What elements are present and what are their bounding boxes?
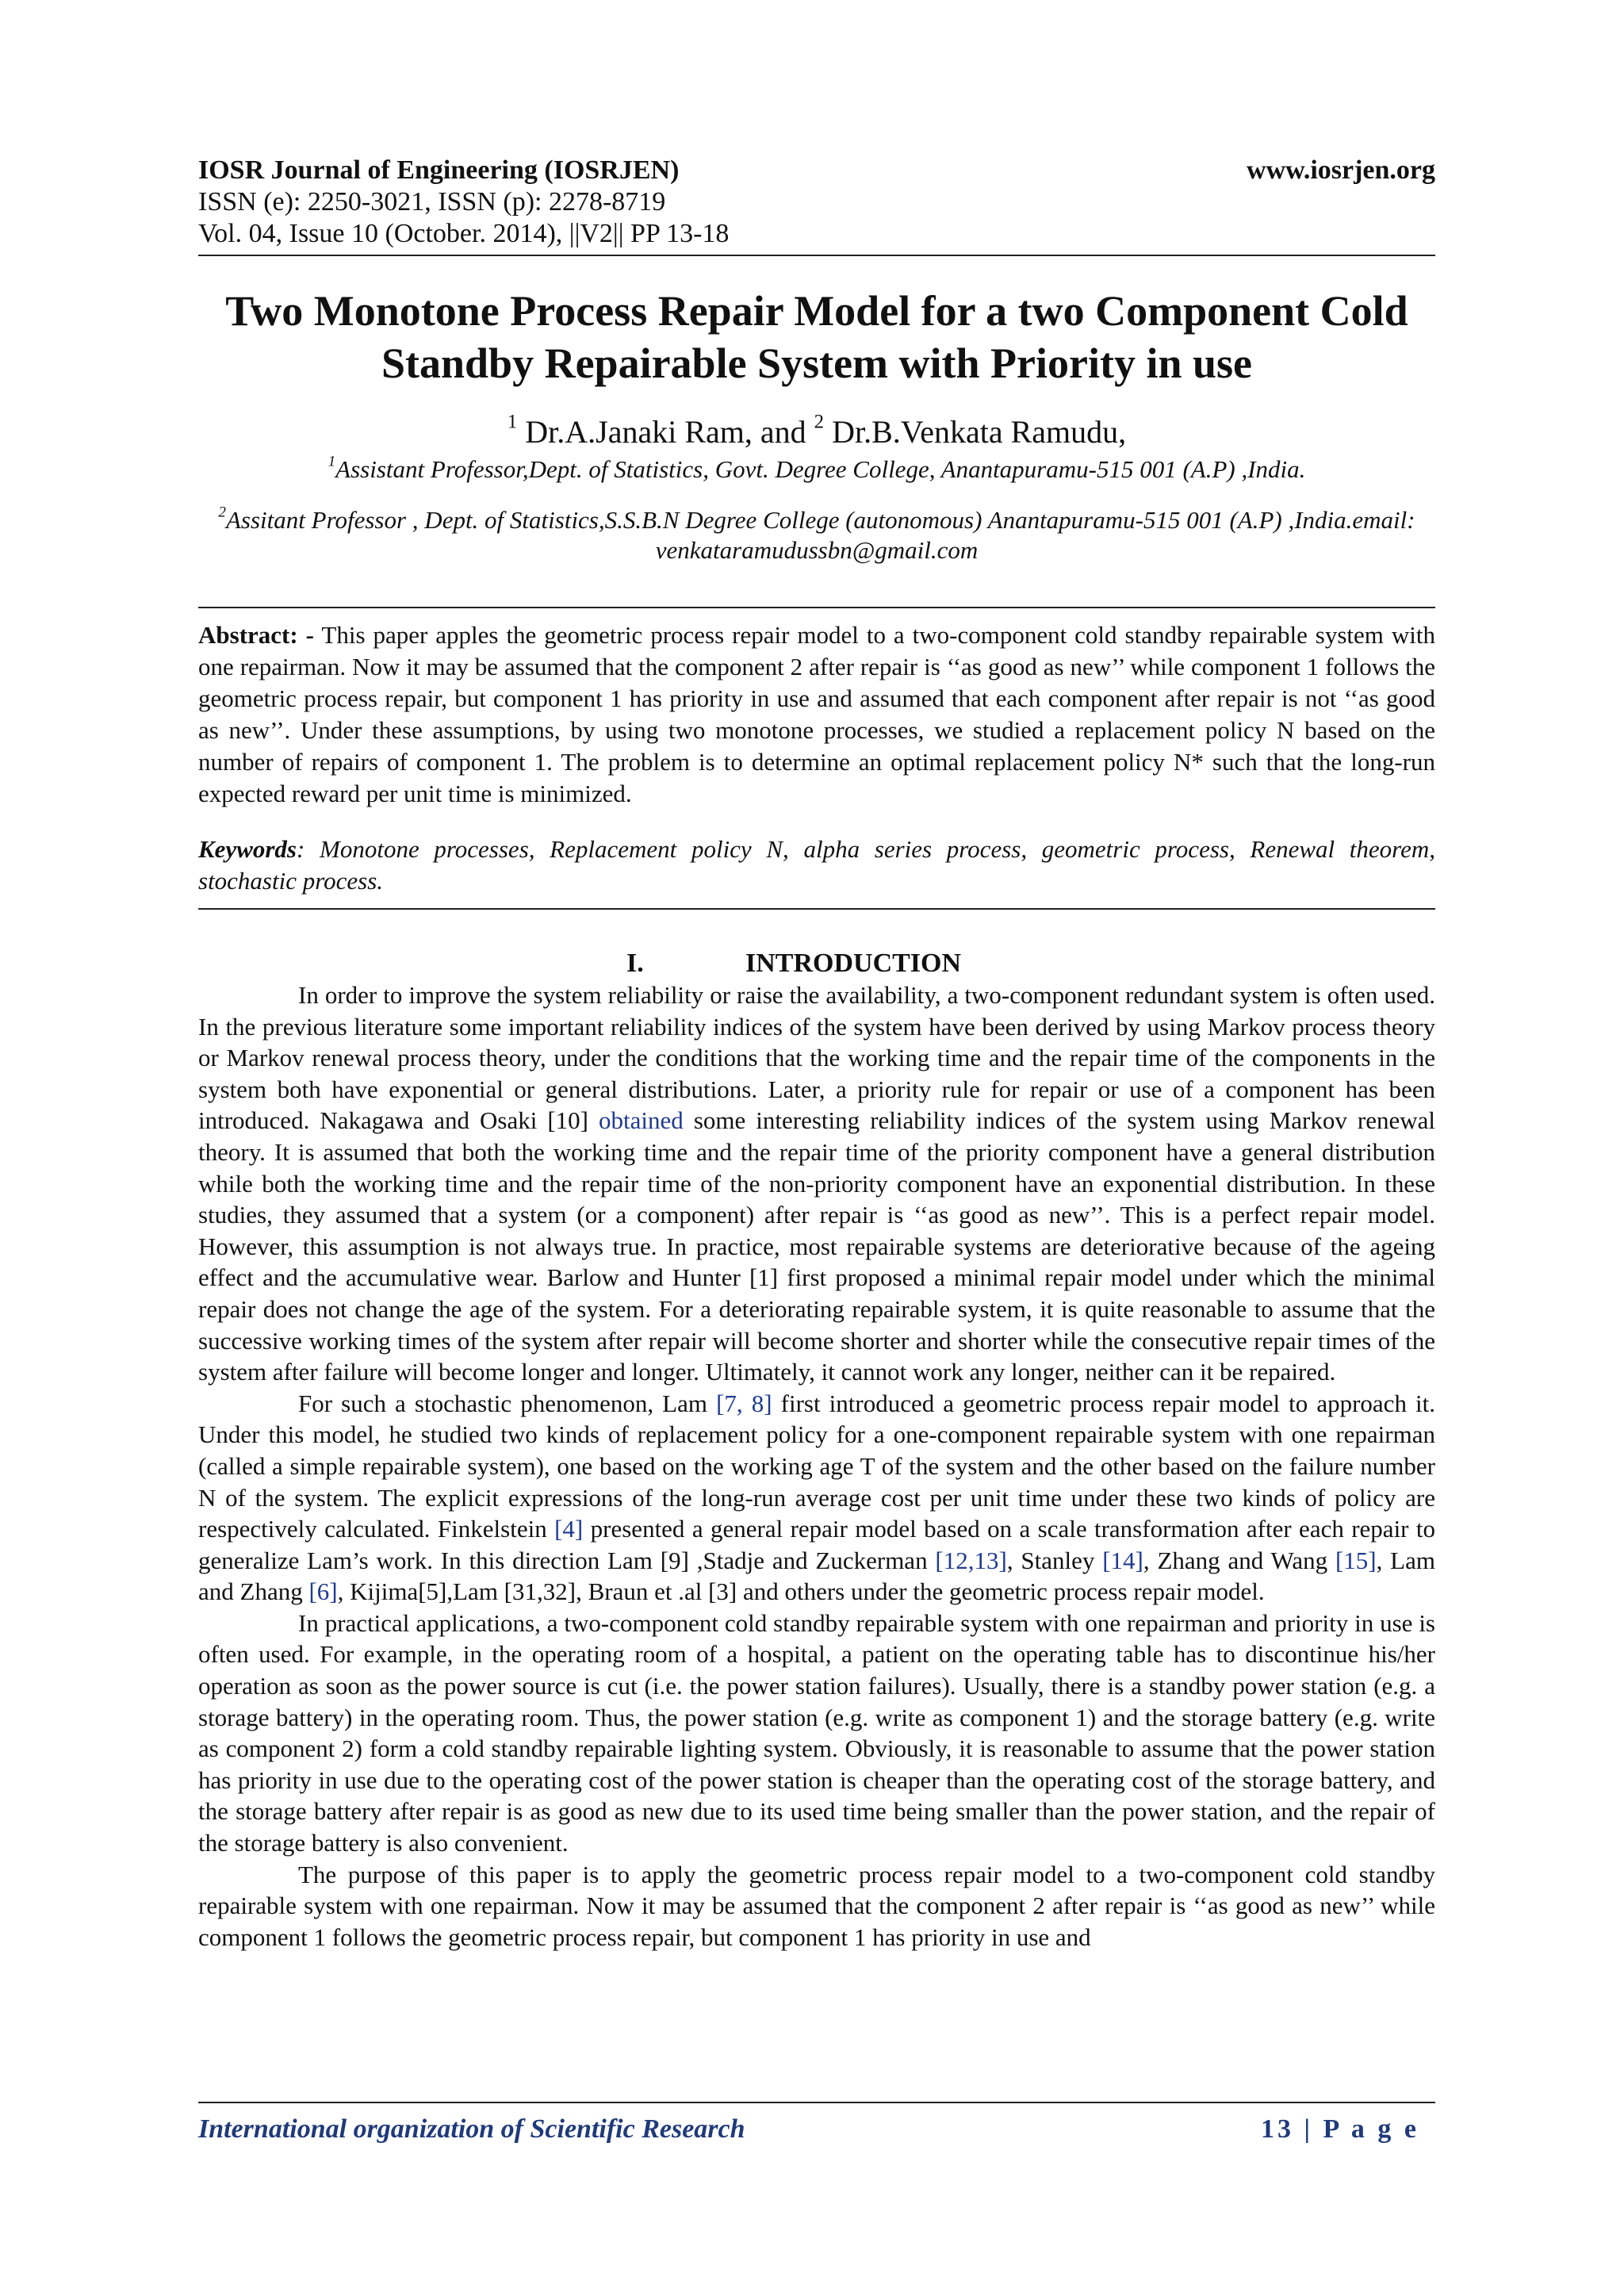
intro-paragraph-2 [198,1388,1435,1608]
abstract-text: This paper apples the geometric process repair model to a two-component cold standby repairable system with one repairman. Now it may be assumed that the component 2 after repair is ‘‘as good as new’’ while component 1 follows the geometric process repair, but component 1 has priority in use and assumed that each component after repair is not ‘‘as good as new’’. Under these assumptions, by using two monotone processes, we studied a replacement policy N based on the number of repairs of component 1. The problem is to determine an optimal replacement policy N* such that the long-run expected reward per unit time is minimized. [198,621,1435,807]
intro-paragraph-3: In practical applications, a two-component cold standby repairable system with one repairman and priority in use is often used. For example, in the operating room of a hospital, a patient on the operating table has to discontinue his/her operation as soon as the power source is cut (i.e. the power station failures). Usually, there is a standby power station (e.g. a storage battery) in the operating room. Thus, the power station (e.g. write as component 1) and the storage battery (e.g. write as component 2) form a cold standby repairable lighting system. Obviously, it is reasonable to assume that the power station has priority in use due to the operating cost of the power station is cheaper than the operating cost of the storage battery, and the storage battery after repair is as good as new due to its used time being smaller than the power station, and the repair of the storage battery is also convenient. [198,1608,1435,1857]
journal-website[interactable]: www.iosrjen.org [1247,155,1435,185]
affiliation-1-text: Assistant Professor,Dept. of Statistics, Govt. Degree College, Anantapuramu-515 001 (A.P) ,India. [335,455,1306,483]
title-line-2: Standby Repairable System with Priority in use [381,339,1253,387]
affiliation-2-text: Assitant Professor , Dept. of Statistics,S.S.B.N Degree College (autonomous) Anantapuramu-515 001 (A.P) ,India.email: venkataramudussbn@gmail.com [225,506,1415,564]
author-2-marker: 2 [814,411,825,433]
keywords [198,834,1435,897]
affiliation-1-marker: 1 [327,453,336,470]
author-1-marker: 1 [507,411,518,433]
intro-paragraph-4: The purpose of this paper is to apply the geometric process repair model to a two-component cold standby repairable system with one repairman. Now it may be assumed that the component 2 after repair is ‘‘as good as new’’ while component 1 follows the geometric process repair, but component 1 has priority in use and [198,1860,1435,1951]
affiliation-1 [198,454,1435,485]
intro-p2-text-c: presented a general repair model based on a scale transformation after each repair to generalize Lam’s work. In this direction Lam [9] ,Stadje and Zuckerman [198,1515,1436,1574]
section-title: INTRODUCTION [745,949,962,978]
author-2: Dr.B.Venkata Ramudu, [824,414,1127,450]
intro-p2-text-d: , Stanley [1006,1546,1103,1574]
keywords-text: : Monotone processes, Replacement policy N, alpha series process, geometric process, Renewal theorem, stochastic process. [198,835,1435,895]
intro-p2-text-a: For such a stochastic phenomenon, Lam [298,1389,717,1417]
intro-p2-text-f: , Lam and Zhang [198,1546,1435,1606]
introduction-body [198,979,1435,1953]
journal-volume: Vol. 04, Issue 10 (October. 2014), ||V2|| PP 13-18 [198,219,730,248]
citation-6[interactable]: [6] [308,1577,338,1606]
page-number: 13 | P a g e [1261,2114,1419,2144]
intro-p1-text-a: In order to improve the system reliability or raise the availability, a two-component redundant system is often used. In the previous literature some important reliability indices of the system have been derived by using Markov process theory or Markov renewal process theory, under the conditions that the working time and the repair time of the components in the system both have exponential or general distributions. Later, a priority rule for repair or use of a component has been introduced. Nakagawa and Osaki [10] [198,981,1435,1135]
footer-organization: International organization of Scientific Research [198,2114,745,2144]
abstract [198,619,1435,810]
header-rule [198,255,1435,256]
affiliation-2-marker: 2 [218,504,226,521]
journal-issn: ISSN (e): 2250-3021, ISSN (p): 2278-8719 [198,187,666,217]
intro-paragraph-1 [198,979,1435,1388]
author-list [198,413,1435,451]
journal-header [198,155,1435,250]
obtained-link[interactable]: obtained [599,1106,684,1135]
citation-4[interactable]: [4] [554,1515,584,1543]
abstract-label: Abstract: - [198,621,314,649]
abstract-box [198,607,1435,910]
section-number: I. [626,949,644,978]
page-footer [198,2102,1435,2151]
intro-p2-text-b: first introduced a geometric process repair model to approach it. Under this model, he studied two kinds of replacement policy for a one-component repairable system with one repairman (called a simple repairable system), one based on the working age T of the system and the other based on the failure number N of the system. The explicit expressions of the long-run average cost per unit time under these two kinds of policy are respectively calculated. Finkelstein [198,1389,1435,1543]
journal-name: IOSR Journal of Engineering (IOSRJEN) [198,155,680,185]
title-line-1: Two Monotone Process Repair Model for a two Component Cold [225,287,1408,335]
section-heading [198,948,1435,979]
citation-14[interactable]: [14] [1102,1546,1143,1574]
intro-p2-text-g: , Kijima[5],Lam [31,32], Braun et .al [3] and others under the geometric process repair model. [337,1577,1265,1606]
paper-page [198,155,1435,1953]
citation-7-8[interactable]: [7, 8] [716,1389,772,1417]
citation-12-13[interactable]: [12,13] [935,1546,1007,1574]
keywords-label: Keywords [198,835,297,863]
citation-15[interactable]: [15] [1335,1546,1377,1574]
author-1: Dr.A.Janaki Ram, and [517,414,814,450]
intro-p1-text-b: some interesting reliability indices of the system using Markov renewal theory. It is assumed that both the working time and the repair time of the priority component have a general distribution while both the working time and the repair time of the non-priority component have an exponential distribution. In these studies, they assumed that a system (or a component) after repair is ‘‘as good as new’’. This is a perfect repair model. However, this assumption is not always true. In practice, most repairable systems are deteriorative because of the ageing effect and the accumulative wear. Barlow and Hunter [1] first proposed a minimal repair model under which the minimal repair does not change the age of the system. For a deteriorating repairable system, it is quite reasonable to assume that the successive working times of the system after repair will become shorter and shorter while the consecutive repair times of the system after failure will become longer and longer. Ultimately, it cannot work any longer, neither can it be repaired. [198,1106,1436,1386]
paper-title [198,285,1435,389]
affiliation-2 [198,505,1435,565]
intro-p2-text-e: , Zhang and Wang [1143,1546,1335,1574]
